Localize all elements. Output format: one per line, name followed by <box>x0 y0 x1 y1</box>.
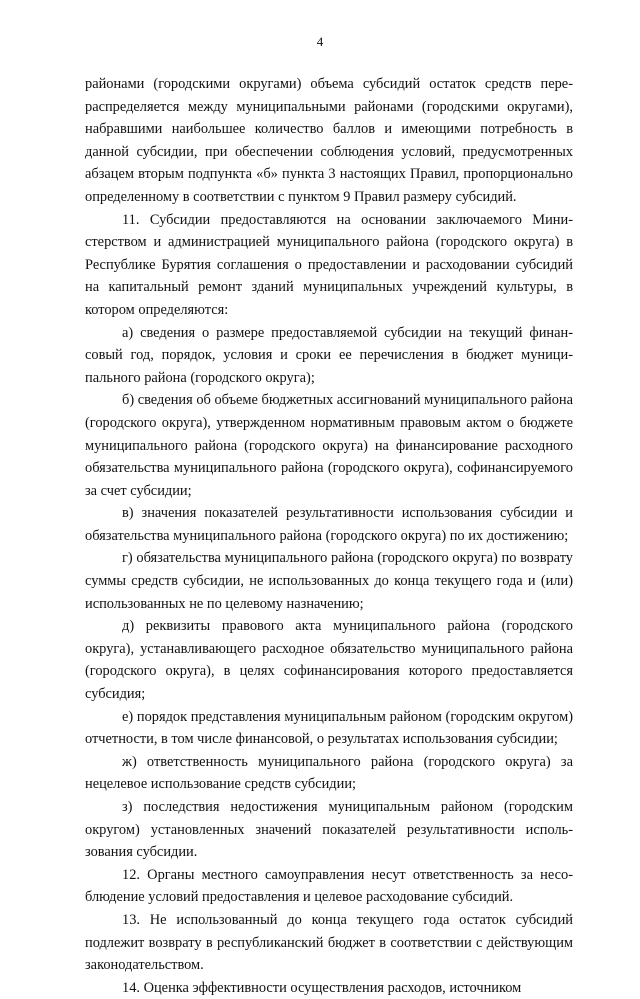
paragraph-item-g: г) обязательства муниципального района (городского округа) по возврату суммы средств субсидии, не использованных до конца текущего года и (или) использованных не по целевому назначению; <box>85 550 573 612</box>
paragraph-continuation: районами (городскими округами) объема субсидий остаток средств перераспределяется между муниципальными районами (городскими округами), набравшими наибольшее количество баллов и имеющими потребность в данной субсидии, при обеспечении соблюдения условий, предусмотренных абзацем вторым подпункта «б» пункта 3 настоящих Правил, пропорционально определенному в соответствии с пунктом 9 Правил размеру субсидий. <box>85 76 573 205</box>
page-number: 4 <box>316 34 324 49</box>
paragraph-item-v: в) значения показателей результативности использования субсидии и обязательства муниципального района (городского округа) по их достижению; <box>85 505 573 544</box>
paragraph-item-zh: ж) ответственность муниципального района (городского округа) за нецелевое использование средств субсидии; <box>85 753 573 793</box>
paragraph-item-d: д) реквизиты правового акта муниципального района (городского округа), устанавливающего расходное обязательство муниципального района (городского округа), в целях софинансирования которого предоставляется субсидия; <box>85 618 573 703</box>
paragraph-11: 11. Субсидии предоставляются на основании заключаемого Министерством и администрацией муниципального района (городского округа) в Республике Бурятия соглашения о предоставлении и расходовании субсидий на капитальный ремонт зданий муниципальных учреждений культуры, в котором определяются: <box>85 211 573 318</box>
paragraph-14: 14. Оценка эффективности осуществления расходов, источником <box>122 979 522 996</box>
paragraph-item-z: з) последствия недостижения муниципальным районом (городским округом) установленных значений показателей результативности использования субсидии. <box>85 799 573 861</box>
paragraph-12: 12. Органы местного самоуправления несут ответственность за несоблюдение условий предоставления и целевое расходование субсидий. <box>85 866 573 906</box>
paragraph-13: 13. Не использованный до конца текущего года остаток субсидий подлежит возврату в республиканский бюджет в соответствии с действующим законодательством. <box>85 911 573 974</box>
page-body <box>85 73 573 999</box>
paragraph-item-a: а) сведения о размере предоставляемой субсидии на текущий финансовый год, порядок, условия и сроки ее перечисления в бюджет муниципального района (городского округа); <box>85 324 573 386</box>
paragraph-item-e: е) порядок представления муниципальным районом (городским округом) отчетности, в том числе финансовой, о результатах использования субсидии; <box>85 708 573 748</box>
paragraph-item-b: б) сведения об объеме бюджетных ассигнований муниципального района (городского округа), утвержденном нормативным правовым актом о бюджете муниципального района (городского округа) на финансирование расходного обязательства муниципального района (городского округа), софинансируемого за счет субсидии; <box>85 392 574 499</box>
